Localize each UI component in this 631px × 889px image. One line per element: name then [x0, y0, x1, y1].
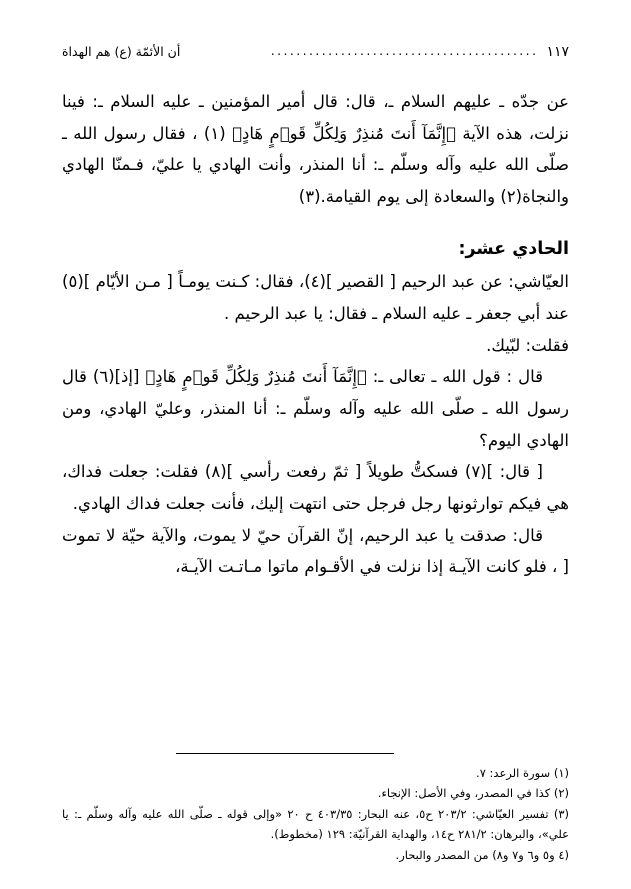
page-body: [62, 86, 569, 749]
page-header: [62, 44, 569, 60]
page-number: ١١٧: [546, 44, 569, 60]
spacer: [62, 213, 569, 233]
paragraph-3: فقلت: لبّيك.: [486, 335, 569, 355]
header-title: أن الأئمّة (ع) هم الهداة: [62, 44, 181, 59]
footnote-3: (٣) تفسير العيّاشي: ٢٠٣/٢ ح٥، عنه البحار: ٤٠٣/٣٥ ح ٢٠ «وإلى قوله ـ صلّى الله عليه وآله وسلّم ـ: يا علي»، والبرهان: ٢٨١/٢ ح١٤، والهداية القرآنيّة: ١٢٩ (مخطوط).: [62, 806, 569, 842]
paragraph-6: قال: صدقت يا عبد الرحيم، إنّ القرآن حيّ لا يموت، والآية حيّة لا تموت [ ، فلو كانت الآيـة إذا نزلت في الأقـوام ماتوا مـاتـت الآيـة،: [62, 525, 569, 577]
section-heading: الحادي عشر:: [458, 238, 569, 259]
footnote-2: (٢) كذا في المصدر، وفي الأصل: الإنجاء.: [377, 786, 569, 801]
footnote-1: (١) سورة الرعد: ٧.: [476, 765, 569, 780]
paragraph-2: العيّاشي: عن عبد الرحيم [ القصير ](٤)، فقال: كـنت يومـاً [ مـن الأيّام ](٥) عند أبي جعفر ـ عليه السلام ـ فقال: يا عبد الرحيم .: [62, 272, 569, 323]
header-dot-leader: ..........................................: [270, 43, 539, 58]
paragraph-1: عن جدّه ـ عليهم السلام ـ، قال: قال أمير المؤمنين ـ عليه السلام ـ: فينا نزلت، هذه الآية ﴿إِنَّمَآ أَنتَ مُنذِرٌ وَلِكُلِّ قَوۡمٍ هَادٍ﴾ (١) ، فقال رسول الله ـ صلّى الله عليه وآله وسلّم ـ: أنا المنذر، وأنت الهادي يا عليّ، فـمنّا الهادي والنجاة(٢) والسعادة إلى يوم القيامة.(٣): [62, 92, 569, 207]
footnotes-section: [62, 749, 569, 865]
footnote-4: (٤ و٥ و٦ و٧ و٨) من المصدر والبحار.: [395, 847, 569, 862]
footnote-divider: [176, 753, 394, 754]
paragraph-4: قال : قول الله ـ تعالى ـ: ﴿إِنَّمَآ أَنتَ مُنذِرٌ وَلِكُلِّ قَوۡمٍ هَادٍ﴾ [إذ](٦) قال رسول الله ـ صلّى الله عليه وآله وسلّم ـ: أنا المنذر، وعليّ الهادي، ومن الهادي اليوم؟: [62, 367, 569, 450]
paragraph-5: [ قال: ](٧) فسكتُّ طويلاً [ ثمّ رفعت رأسي ](٨) فقلت: جعلت فداك، هي فيكم توارثونها رجل فرجل حتى انتهت إليك، فأنت جعلت فداك الهادي.: [62, 462, 569, 513]
